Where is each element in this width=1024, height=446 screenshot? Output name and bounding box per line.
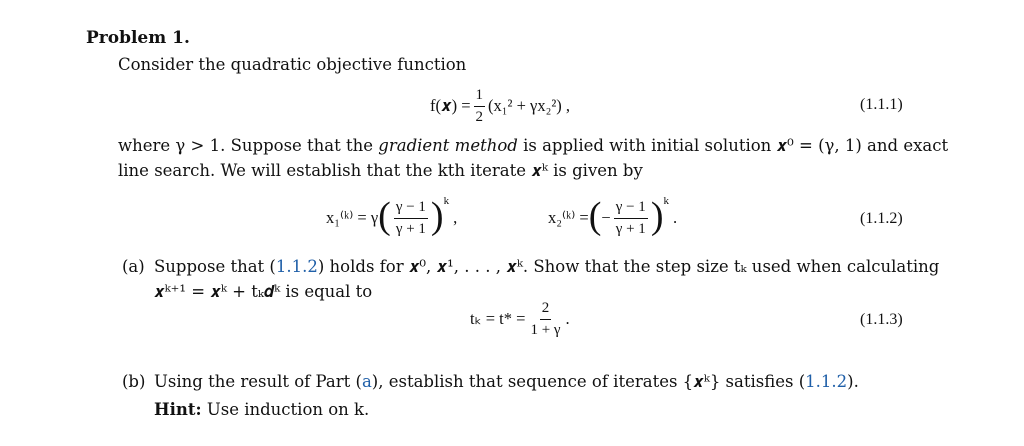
eq2-right-open-paren: (	[588, 195, 602, 237]
equation-1-1-2-right	[548, 193, 677, 243]
equation-1-1-1	[430, 86, 570, 126]
part-a-eq-ref[interactable]: 1.1.2	[275, 257, 318, 276]
eq2-right-tail: .	[672, 208, 678, 227]
eq3-tail: .	[565, 309, 570, 328]
eq2-left-den: γ + 1	[395, 220, 426, 237]
para2-gradient-method: gradient method	[378, 136, 518, 155]
eq2-right-lhs: x₂⁽ᵏ⁾ =	[548, 208, 589, 227]
part-b-text-c: ).	[847, 372, 859, 391]
para2-line1	[118, 136, 948, 156]
problem-heading: Problem 1.	[86, 28, 190, 48]
hint-label: Hint:	[154, 400, 202, 419]
eq2-right-exp: k	[663, 195, 669, 207]
part-a-line1	[154, 257, 939, 277]
para2-line1-a: where γ > 1. Suppose that the	[118, 136, 379, 155]
para2-line1-b: is applied with initial solution 𝒙⁰ = (γ, 1) and exact	[517, 136, 949, 155]
part-a-label: (a)	[122, 257, 145, 276]
eq1-rhs: (x₁² + γx₂²) ,	[488, 96, 571, 115]
part-b-label: (b)	[122, 372, 146, 391]
equation-1-1-3	[470, 296, 570, 342]
eq3-lhs: tₖ = t* =	[470, 309, 526, 328]
eq2-right-close-paren: )	[650, 195, 664, 237]
part-b-eq-ref[interactable]: 1.1.2	[805, 372, 848, 391]
eq2-right-fraction	[614, 199, 648, 237]
part-b-text	[154, 372, 859, 392]
eq2-right-sign: −	[601, 208, 611, 227]
eq1-frac-den: 2	[475, 108, 484, 125]
part-b-text-b: ), establish that sequence of iterates {𝒙ᵏ} satisfies (	[371, 372, 806, 391]
eq2-right-den: γ + 1	[615, 220, 646, 237]
eq3-frac-num: 2	[540, 300, 552, 320]
eq2-right-num: γ − 1	[614, 199, 648, 219]
eq2-left-lhs: x₁⁽ᵏ⁾ = γ	[326, 208, 379, 227]
eq1-fraction	[474, 87, 486, 125]
eq1-frac-num: 1	[474, 87, 486, 107]
hint-text: Use induction on k.	[201, 400, 370, 419]
eq1-lhs: f(𝒙) =	[430, 96, 471, 115]
eq3-fraction	[528, 300, 562, 338]
eq2-number: (1.1.2)	[860, 210, 903, 227]
equation-1-1-2-left	[326, 193, 457, 243]
eq2-left-num: γ − 1	[394, 199, 428, 219]
eq3-frac-den: 1 + γ	[530, 321, 561, 338]
eq2-left-open-paren: (	[378, 195, 391, 237]
intro-text: Consider the quadratic objective function	[118, 55, 467, 74]
part-b-part-ref[interactable]: a	[361, 372, 372, 391]
eq2-left-close-paren: )	[430, 195, 444, 237]
part-a-line2: 𝒙ᵏ⁺¹ = 𝒙ᵏ + tₖ𝒅ᵏ is equal to	[154, 282, 373, 301]
part-b-text-a: Using the result of Part (	[154, 372, 362, 391]
eq1-number: (1.1.1)	[860, 96, 903, 113]
part-a-text-b: ) holds for 𝒙⁰, 𝒙¹, . . . , 𝒙ᵏ. Show that the step size tₖ used when calculating	[317, 257, 940, 276]
para2-line2: line search. We will establish that the kth iterate 𝒙ᵏ is given by	[118, 161, 643, 180]
eq2-left-exp: k	[443, 195, 450, 207]
eq2-left-tail: ,	[453, 208, 458, 227]
eq3-number: (1.1.3)	[860, 311, 903, 328]
part-b-hint	[154, 400, 369, 419]
part-a-text-a: Suppose that (	[154, 257, 276, 276]
eq2-left-fraction	[394, 199, 428, 237]
